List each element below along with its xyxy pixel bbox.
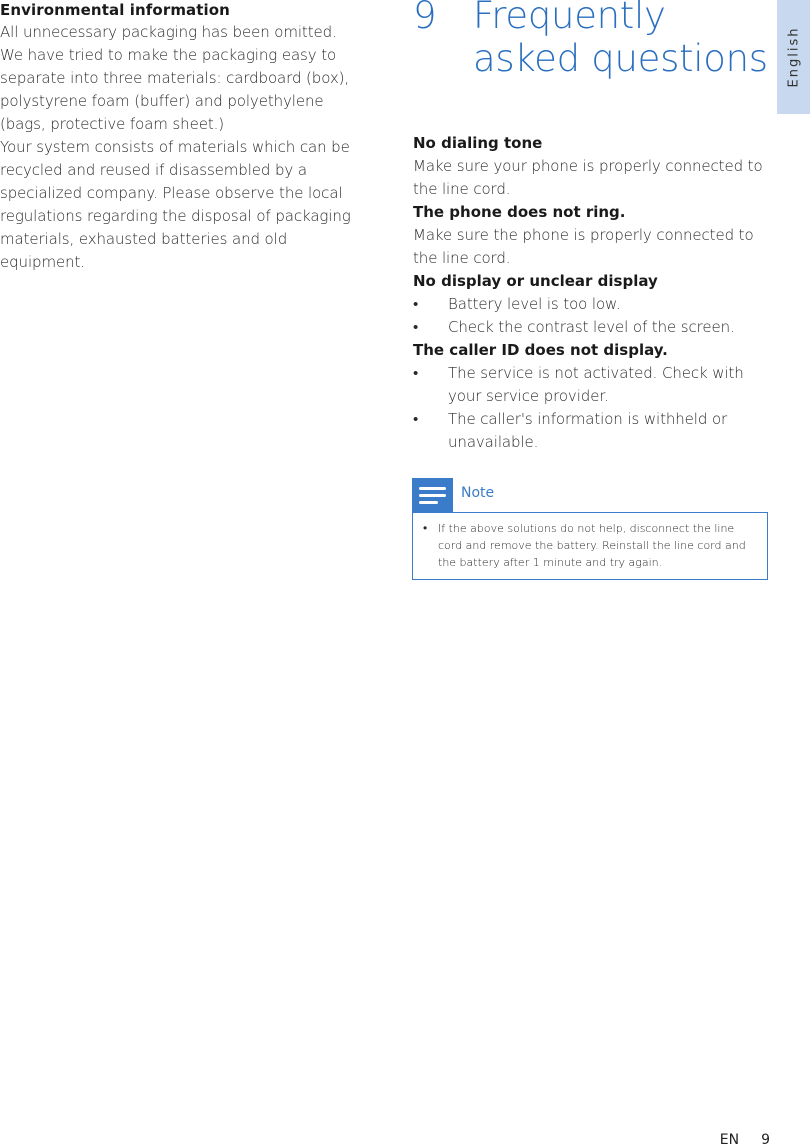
chapter-title: Frequently asked questions bbox=[473, 0, 768, 80]
footer-language: EN bbox=[719, 1132, 740, 1148]
chapter-number: 9 bbox=[413, 0, 437, 37]
language-tab-label: English bbox=[786, 26, 801, 88]
chapter-heading bbox=[413, 0, 769, 132]
paragraph: All unnecessary packaging has been omitted. We have tried to make the packaging easy to separate into three materials: cardboard (box), polystyrene foam (buffer) and polyethylene (bags, protective foam sheet.) bbox=[0, 23, 350, 133]
faq-question: The caller ID does not display. bbox=[413, 341, 668, 359]
note-item-text: If the above solutions do not help, disconnect the line cord and remove the battery. Reinstall the line cord and the battery after 1 minute and try again. bbox=[438, 522, 746, 569]
bullet-icon: • bbox=[413, 318, 419, 336]
list-item bbox=[413, 408, 769, 454]
faq-question: The phone does not ring. bbox=[413, 203, 626, 221]
faq-answer: Make sure your phone is properly connected to the line cord. bbox=[413, 157, 763, 198]
list-item bbox=[413, 362, 769, 408]
list-item-text: The service is not activated. Check with your service provider. bbox=[448, 364, 744, 405]
paragraph: Your system consists of materials which can be recycled and reused if disassembled by a specialized company. Please observe the local regulations regarding the disposal of packaging materials, exhausted batteries and old equipment. bbox=[0, 138, 351, 271]
note-box bbox=[412, 478, 768, 580]
faq-bullet-list bbox=[413, 293, 769, 339]
language-tab bbox=[777, 0, 810, 114]
faq-section bbox=[413, 0, 769, 454]
faq-question: No dialing tone bbox=[413, 134, 543, 152]
bullet-icon: • bbox=[423, 521, 428, 535]
note-lines-icon bbox=[412, 478, 453, 512]
bullet-icon: • bbox=[413, 410, 419, 428]
bullet-icon: • bbox=[413, 364, 419, 382]
note-header bbox=[412, 478, 768, 512]
page-footer bbox=[720, 1132, 770, 1148]
faq-bullet-list bbox=[413, 362, 769, 454]
list-item-text: Check the contrast level of the screen. bbox=[448, 318, 735, 336]
list-item bbox=[413, 293, 769, 316]
environmental-section bbox=[0, 0, 360, 274]
faq-question: No display or unclear display bbox=[413, 272, 658, 290]
section-heading: Environmental information bbox=[0, 1, 230, 19]
note-label: Note bbox=[461, 485, 495, 501]
note-content bbox=[412, 512, 768, 580]
bullet-icon: • bbox=[413, 295, 419, 313]
page-number: 9 bbox=[761, 1132, 770, 1148]
faq-answer: Make sure the phone is properly connected to the line cord. bbox=[413, 226, 754, 267]
list-item bbox=[413, 316, 769, 339]
note-item bbox=[421, 520, 759, 571]
list-item-text: The caller's information is withheld or unavailable. bbox=[448, 410, 728, 451]
list-item-text: Battery level is too low. bbox=[448, 295, 621, 313]
